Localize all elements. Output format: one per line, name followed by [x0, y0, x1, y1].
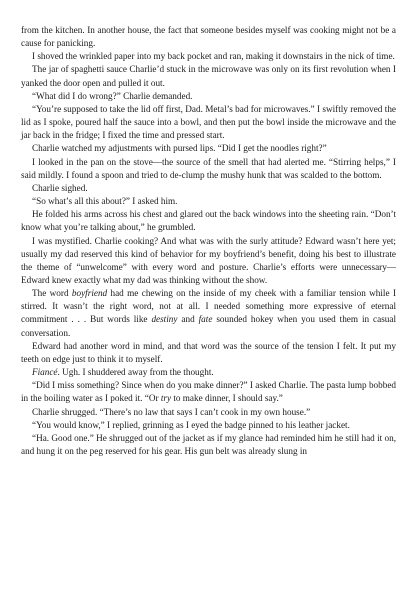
text-segment: and [177, 314, 199, 325]
paragraph [21, 208, 396, 234]
italic-text: destiny [151, 314, 178, 325]
text-segment: I shoved the wrinkled paper into my back pocket and ran, making it downstairs in the nick of time. [32, 51, 395, 62]
text-segment: from the kitchen. In another house, the fact that someone besides myself was cooking might not be a cause for panicking. [21, 25, 396, 49]
text-segment: to make dinner, I should say.” [171, 393, 283, 404]
paragraph [21, 195, 396, 208]
paragraph [21, 156, 396, 182]
text-segment: The jar of spaghetti sauce Charlie’d stuck in the microwave was only on its first revolution when I yanked the door open and pulled it out. [21, 64, 396, 88]
paragraph [21, 182, 396, 195]
paragraph [21, 50, 396, 63]
text-segment: “You would know,” I replied, grinning as I eyed the badge pinned to his leather jacket. [32, 419, 350, 430]
paragraph [21, 366, 396, 379]
text-segment: Charlie watched my adjustments with pursed lips. “Did I get the noodles right?” [32, 143, 327, 154]
book-page [21, 24, 396, 458]
paragraph [21, 287, 396, 340]
paragraph [21, 90, 396, 103]
paragraph [21, 340, 396, 366]
italic-text: fate [198, 314, 213, 325]
text-segment: had me chewing on the inside of my cheek with a familiar tension while I stirred. It wasn’t the right word, not at all. I needed something more expressive of eternal commitment . . . But words like [21, 288, 396, 325]
text-segment: “You’re supposed to take the lid off first, Dad. Metal’s bad for microwaves.” I swiftly removed the lid as I spoke, poured half the sauce into a bowl, and then put the bowl inside the microwave and the jar back in the fridge; I fixed the time and pressed start. [21, 103, 396, 141]
paragraph [21, 379, 396, 405]
paragraph [21, 419, 396, 432]
italic-text: try [160, 393, 172, 404]
paragraph [21, 103, 396, 142]
text-segment: He folded his arms across his chest and glared out the back windows into the sheeting rain. “Don’t know what you’re talking about,” he grumbled. [21, 209, 396, 233]
paragraph [21, 24, 396, 50]
paragraph [21, 406, 396, 419]
text-segment: I was mystified. Charlie cooking? And what was with the surly attitude? Edward wasn’t here yet; usually my dad reserved this kind of behavior for my boyfriend’s benefit, doing his best to illustrate the theme of “unwelcome” with every word and posture. Charlie’s efforts were unnecessary—Edward knew exactly what my dad was thinking without the show. [21, 235, 396, 285]
paragraph [21, 63, 396, 89]
italic-text: boyfriend [71, 288, 108, 299]
text-segment: “What did I do wrong?” Charlie demanded. [32, 90, 193, 101]
text-body [21, 24, 396, 458]
text-segment: sounded hokey when you used them in casual conversation. [21, 314, 397, 338]
italic-text: Fiancé [32, 367, 58, 378]
text-segment: “Did I miss something? Since when do you make dinner?” I asked Charlie. The pasta lump bobbed in the boiling water as I poked it. “Or [21, 380, 396, 404]
text-segment: Charlie sighed. [32, 182, 88, 193]
text-segment: “Ha. Good one.” He shrugged out of the jacket as if my glance had reminded him he still had it on, and hung it on the peg reserved for his gear. His gun belt was already slung in [21, 432, 396, 456]
text-segment: . Ugh. I shuddered away from the thought. [57, 367, 214, 378]
text-segment: The word [32, 288, 72, 299]
paragraph [21, 142, 396, 155]
text-segment: I looked in the pan on the stove—the source of the smell that had alerted me. “Stirring helps,” I said mildly. I found a spoon and tried to de-clump the mushy hunk that was scalded to the bottom. [21, 156, 396, 180]
text-segment: Edward had another word in mind, and that word was the source of the tension I felt. It put my teeth on edge just to think it to myself. [21, 340, 396, 364]
paragraph [21, 235, 396, 288]
text-segment: Charlie shrugged. “There’s no law that says I can’t cook in my own house.” [32, 406, 311, 417]
paragraph [21, 432, 396, 458]
text-segment: “So what’s all this about?” I asked him. [32, 196, 178, 207]
